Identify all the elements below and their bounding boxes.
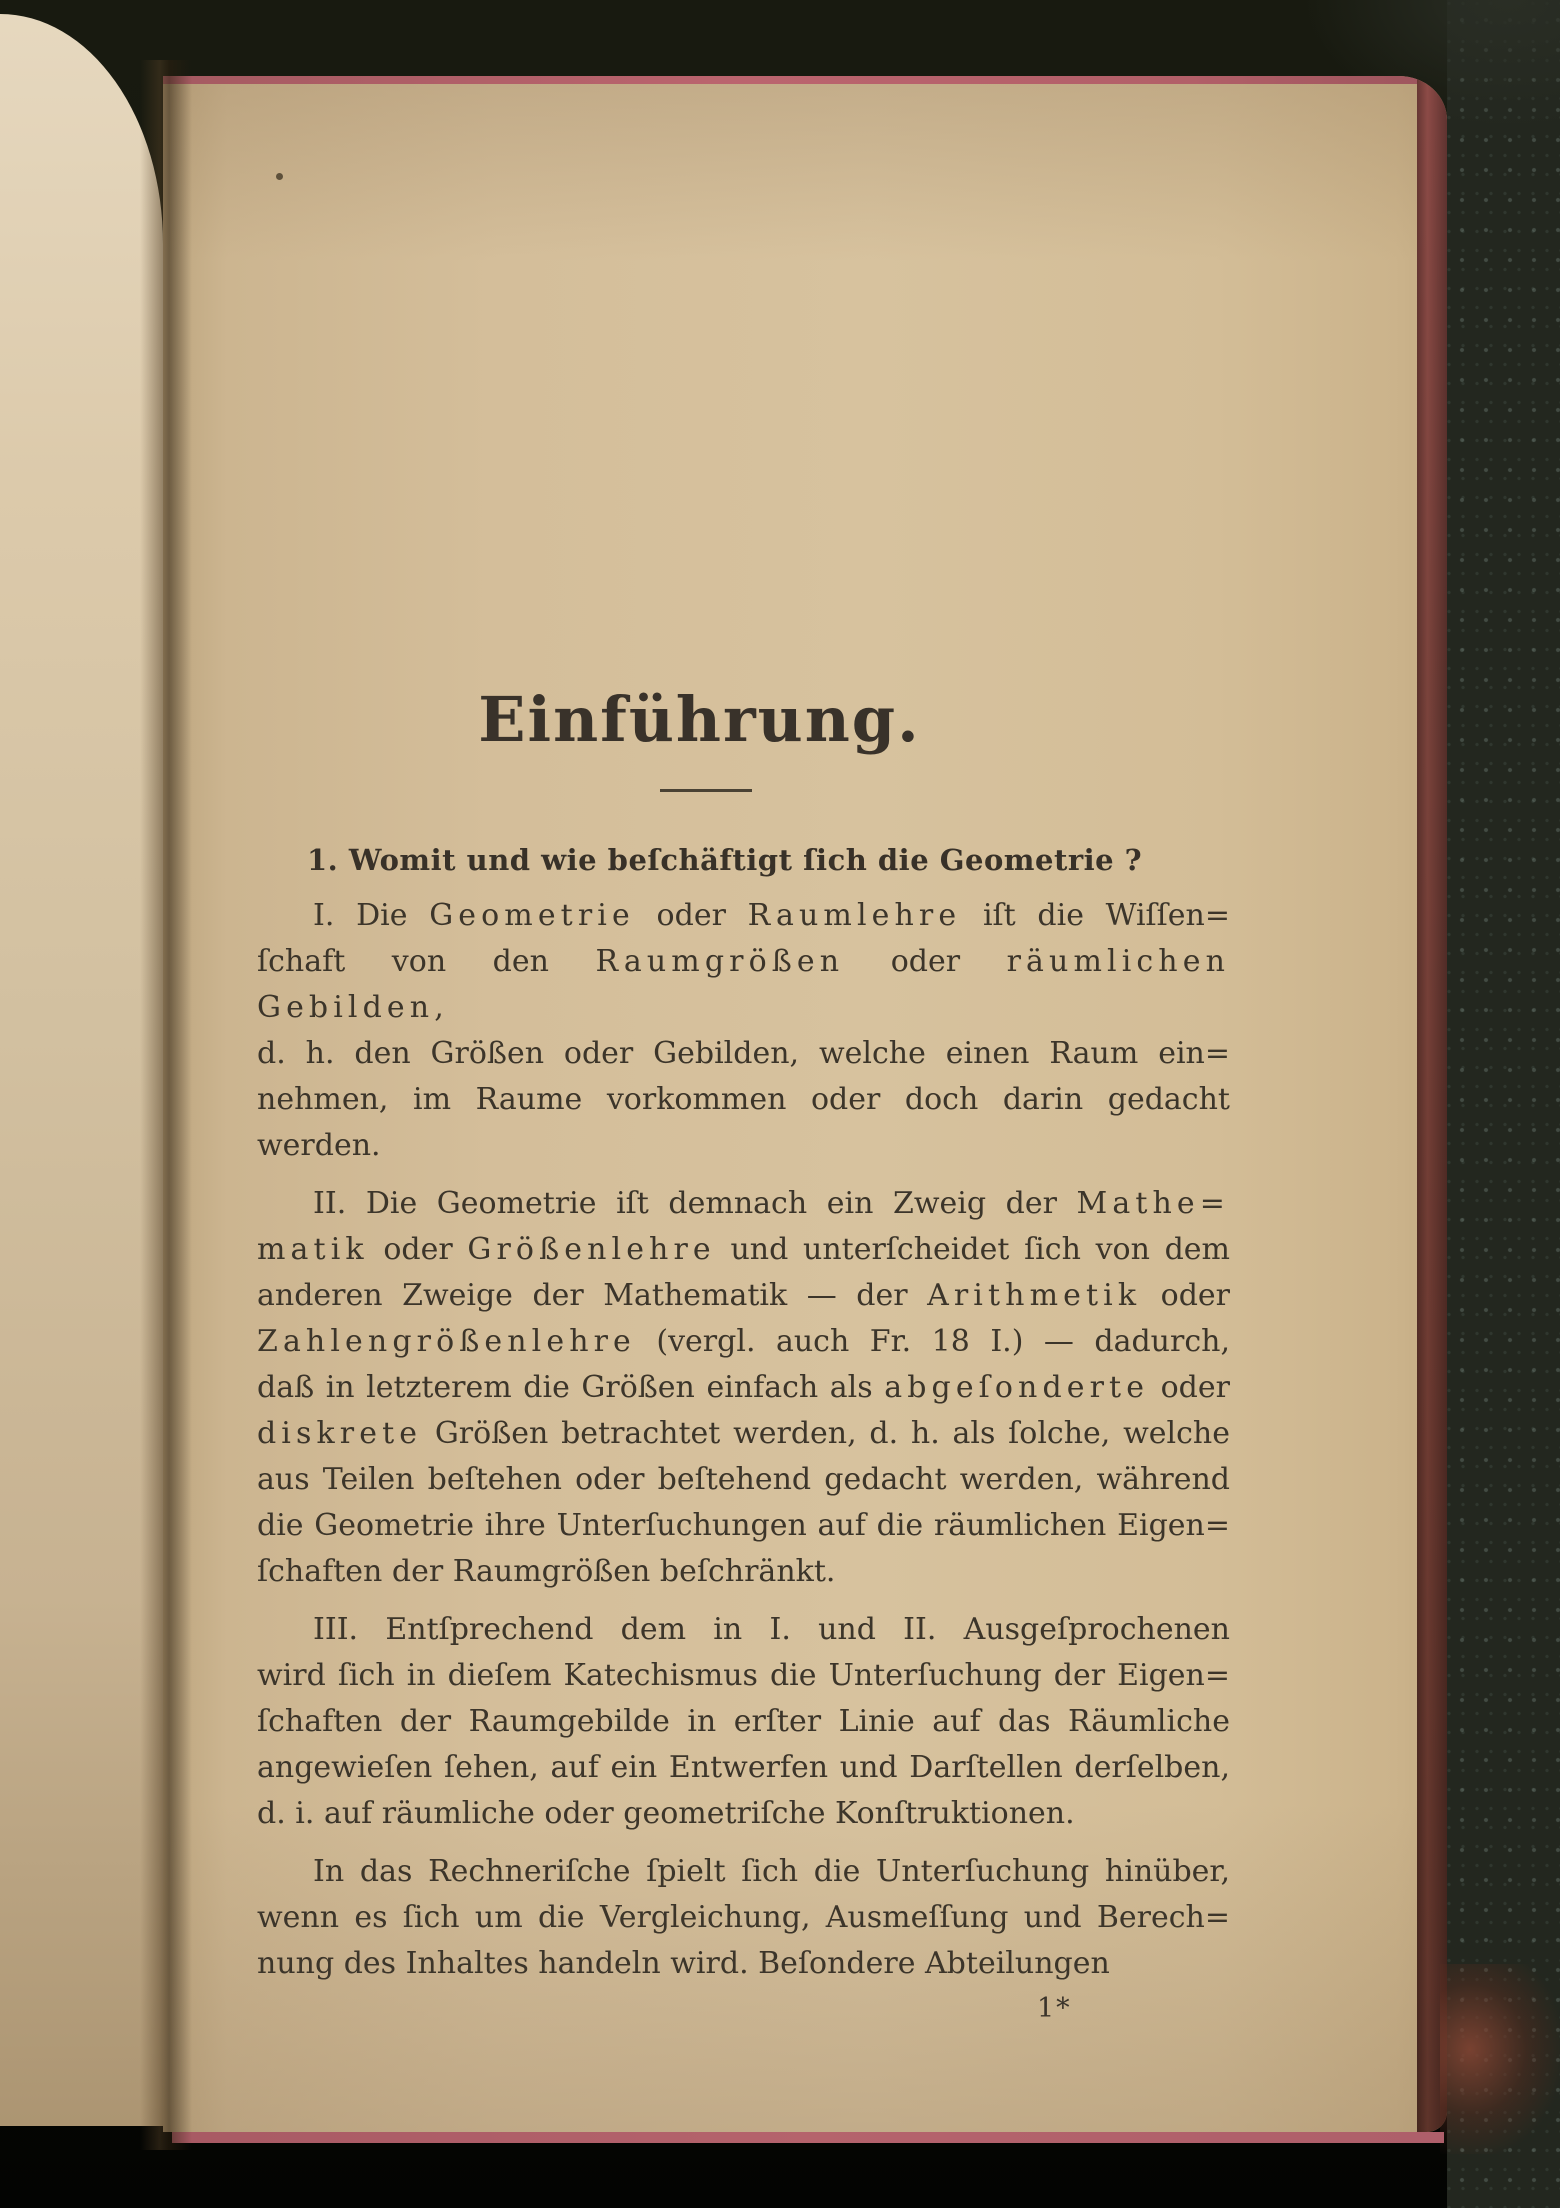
text-segment: Größen betrachtet werden, d. h. als ſolche, welche [422, 1416, 1230, 1451]
section-heading: 1. Womit und wie beſchäftigt ſich die Geometrie ? [307, 843, 1143, 877]
emphasized-term: Größenlehre [467, 1232, 716, 1267]
emphasized-term: Geometrie [429, 898, 635, 933]
text-segment: daß in letzterem die Größen einfach als [257, 1370, 885, 1405]
book-page [163, 76, 1447, 2132]
text-line [257, 1653, 1230, 1699]
text-line [257, 1503, 1230, 1549]
signature-mark: 1* [1037, 1993, 1072, 2024]
text-segment: II. Die Geometrie iſt demnach ein Zweig der [313, 1186, 1077, 1221]
text-segment: angewieſen ſehen, auf ein Entwerfen und Darſtellen derſelben, [257, 1750, 1230, 1785]
text-segment: iſt die Wiſſen= [961, 898, 1230, 933]
text-segment: III. Entſprechend dem in I. und II. Ausgeſprochenen [313, 1612, 1230, 1647]
text-line [257, 1031, 1230, 1077]
text-line [257, 1181, 1230, 1227]
text-segment: werden. [257, 1128, 381, 1163]
emphasized-term: diskrete [257, 1416, 423, 1451]
text-segment: wird ſich in dieſem Katechismus die Unterſuchung der Eigen= [257, 1658, 1230, 1693]
page-edge-stain-right [1417, 76, 1447, 2132]
text-line [257, 893, 1230, 939]
text-line [257, 1849, 1230, 1895]
text-segment: d. h. den Größen oder Gebilden, welche einen Raum ein= [257, 1036, 1230, 1071]
text-segment: oder [634, 898, 748, 933]
text-segment: oder [1149, 1370, 1230, 1405]
page-edge-stain-bottom [172, 2132, 1444, 2143]
text-segment: wenn es ſich um die Vergleichung, Ausmeſſung und Berech= [257, 1900, 1230, 1935]
text-segment: ſchaften der Raumgrößen beſchränkt. [257, 1554, 836, 1589]
text-segment: ſchaft von den [257, 944, 596, 979]
text-segment: (vergl. auch Fr. 18 I.) — dadurch, [635, 1324, 1230, 1359]
text-segment: oder [844, 944, 1007, 979]
gutter-shadow [140, 60, 192, 2150]
page-edge-reflection [1440, 1964, 1560, 2154]
title-divider [660, 789, 752, 792]
paragraph [257, 1181, 1230, 1595]
text-line [257, 1457, 1230, 1503]
page-content [257, 76, 1230, 2132]
text-line [257, 1549, 1230, 1595]
text-line [257, 1699, 1230, 1745]
paragraph [257, 1849, 1230, 1987]
facing-page [0, 14, 163, 2126]
dust-speck [276, 173, 283, 180]
text-line [257, 1273, 1230, 1319]
text-segment: die Geometrie ihre Unterſuchungen auf die räumlichen Eigen= [257, 1508, 1230, 1543]
text-segment: , [434, 990, 444, 1025]
background-texture [1447, 0, 1560, 2208]
text-line [257, 1077, 1230, 1123]
emphasized-term: Raumlehre [747, 898, 962, 933]
text-segment: I. Die [313, 898, 430, 933]
text-segment: d. i. auf räumliche oder geometriſche Konſtruktionen. [257, 1796, 1075, 1831]
text-line [257, 1745, 1230, 1791]
text-line [257, 1895, 1230, 1941]
emphasized-term: abgeſonderte [884, 1370, 1150, 1405]
text-line [257, 1365, 1230, 1411]
text-line [257, 939, 1230, 1031]
text-line [257, 1791, 1230, 1837]
emphasized-term: Arithmetik [927, 1278, 1142, 1313]
text-segment: nung des Inhaltes handeln wird. Beſondere Abteilungen [257, 1946, 1110, 1981]
text-line [257, 1941, 1230, 1987]
text-line [257, 1607, 1230, 1653]
emphasized-term: räumlichen Gebilden [257, 944, 1230, 1025]
text-segment: oder [1141, 1278, 1230, 1313]
text-segment: und unterſcheidet ſich von dem [715, 1232, 1231, 1267]
emphasized-term: Raumgrößen [595, 944, 845, 979]
text-segment: nehmen, im Raume vorkommen oder doch darin gedacht [257, 1082, 1230, 1117]
emphasized-term: matik [257, 1232, 369, 1267]
paragraph [257, 893, 1230, 1169]
text-segment: ſchaften der Raumgebilde in erſter Linie auf das Räumliche [257, 1704, 1230, 1739]
text-line [257, 1227, 1230, 1273]
text-line [257, 1411, 1230, 1457]
text-segment: oder [368, 1232, 468, 1267]
text-segment: aus Teilen beſtehen oder beſtehend gedacht werden, während [257, 1462, 1230, 1497]
text-segment: anderen Zweige der Mathematik — der [257, 1278, 928, 1313]
text-line [257, 1319, 1230, 1365]
page-title: Einführung. [478, 683, 921, 756]
text-line [257, 1123, 1230, 1169]
emphasized-term: Zahlengrößenlehre [257, 1324, 636, 1359]
paragraph [257, 1607, 1230, 1837]
emphasized-term: Mathe= [1076, 1186, 1230, 1221]
page-text [257, 893, 1230, 1987]
text-segment: In das Rechneriſche ſpielt ſich die Unterſuchung hinüber, [313, 1854, 1230, 1889]
